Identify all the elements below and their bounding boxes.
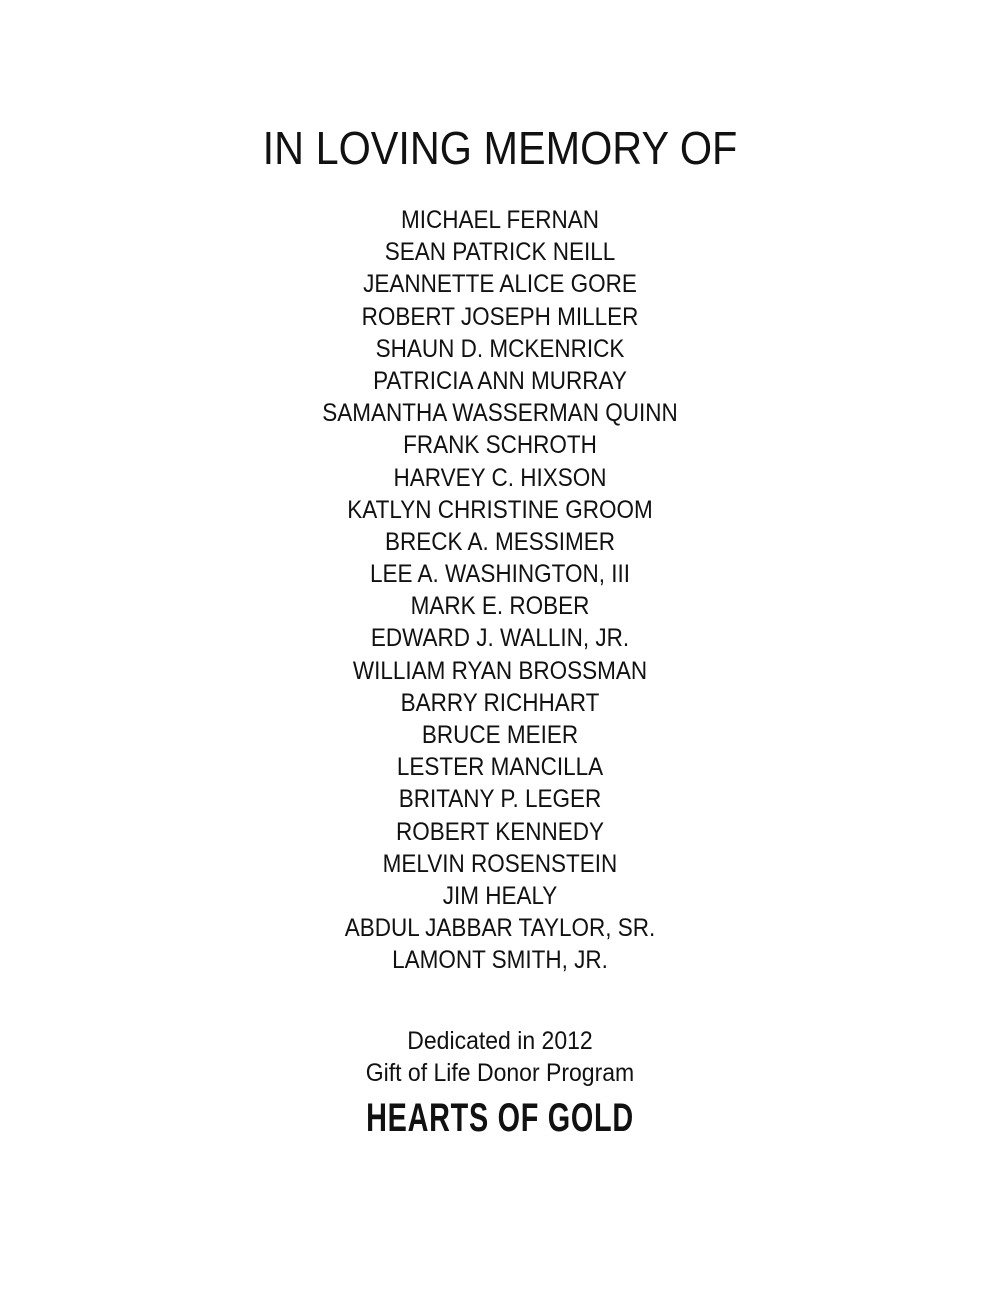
- memorial-name: JIM HEALY: [442, 881, 558, 910]
- memorial-name: LESTER MANCILLA: [396, 753, 604, 782]
- memorial-name: SAMANTHA WASSERMAN QUINN: [322, 399, 678, 428]
- memorial-name: WILLIAM RYAN BROSSMAN: [352, 656, 648, 685]
- memorial-name: KATLYN CHRISTINE GROOM: [347, 495, 653, 524]
- memorial-name: EDWARD J. WALLIN, JR.: [370, 624, 630, 653]
- program-name: Gift of Life Donor Program: [365, 1059, 635, 1087]
- memorial-name: ABDUL JABBAR TAYLOR, SR.: [344, 914, 656, 943]
- dedication-year: Dedicated in 2012: [407, 1027, 593, 1055]
- memorial-name-list: [0, 204, 1000, 977]
- memorial-name: SHAUN D. MCKENRICK: [375, 334, 625, 363]
- memorial-name: BRITANY P. LEGER: [398, 785, 602, 814]
- memorial-name: MARK E. ROBER: [410, 592, 590, 621]
- memorial-name: LEE A. WASHINGTON, III: [369, 560, 631, 589]
- memorial-name: MELVIN ROSENSTEIN: [382, 849, 618, 878]
- memorial-name: MICHAEL FERNAN: [401, 206, 599, 234]
- memorial-name: ROBERT JOSEPH MILLER: [361, 302, 639, 331]
- memorial-name: PATRICIA ANN MURRAY: [373, 366, 627, 395]
- memorial-name: ROBERT KENNEDY: [396, 817, 604, 846]
- hearts-of-gold-logo: HEARTS OF GOLD: [366, 1096, 634, 1140]
- memorial-name: BRUCE MEIER: [421, 721, 579, 749]
- memorial-name: HARVEY C. HIXSON: [393, 463, 607, 492]
- memorial-name: BRECK A. MESSIMER: [384, 527, 616, 556]
- memorial-name: JEANNETTE ALICE GORE: [363, 270, 637, 299]
- memorial-name: FRANK SCHROTH: [403, 431, 597, 460]
- memorial-name: BARRY RICHHART: [400, 688, 600, 717]
- dedication-block: [0, 1025, 1000, 1089]
- memorial-name: SEAN PATRICK NEILL: [384, 238, 616, 267]
- memorial-name: LAMONT SMITH, JR.: [392, 946, 608, 975]
- page-title: IN LOVING MEMORY OF: [262, 122, 738, 174]
